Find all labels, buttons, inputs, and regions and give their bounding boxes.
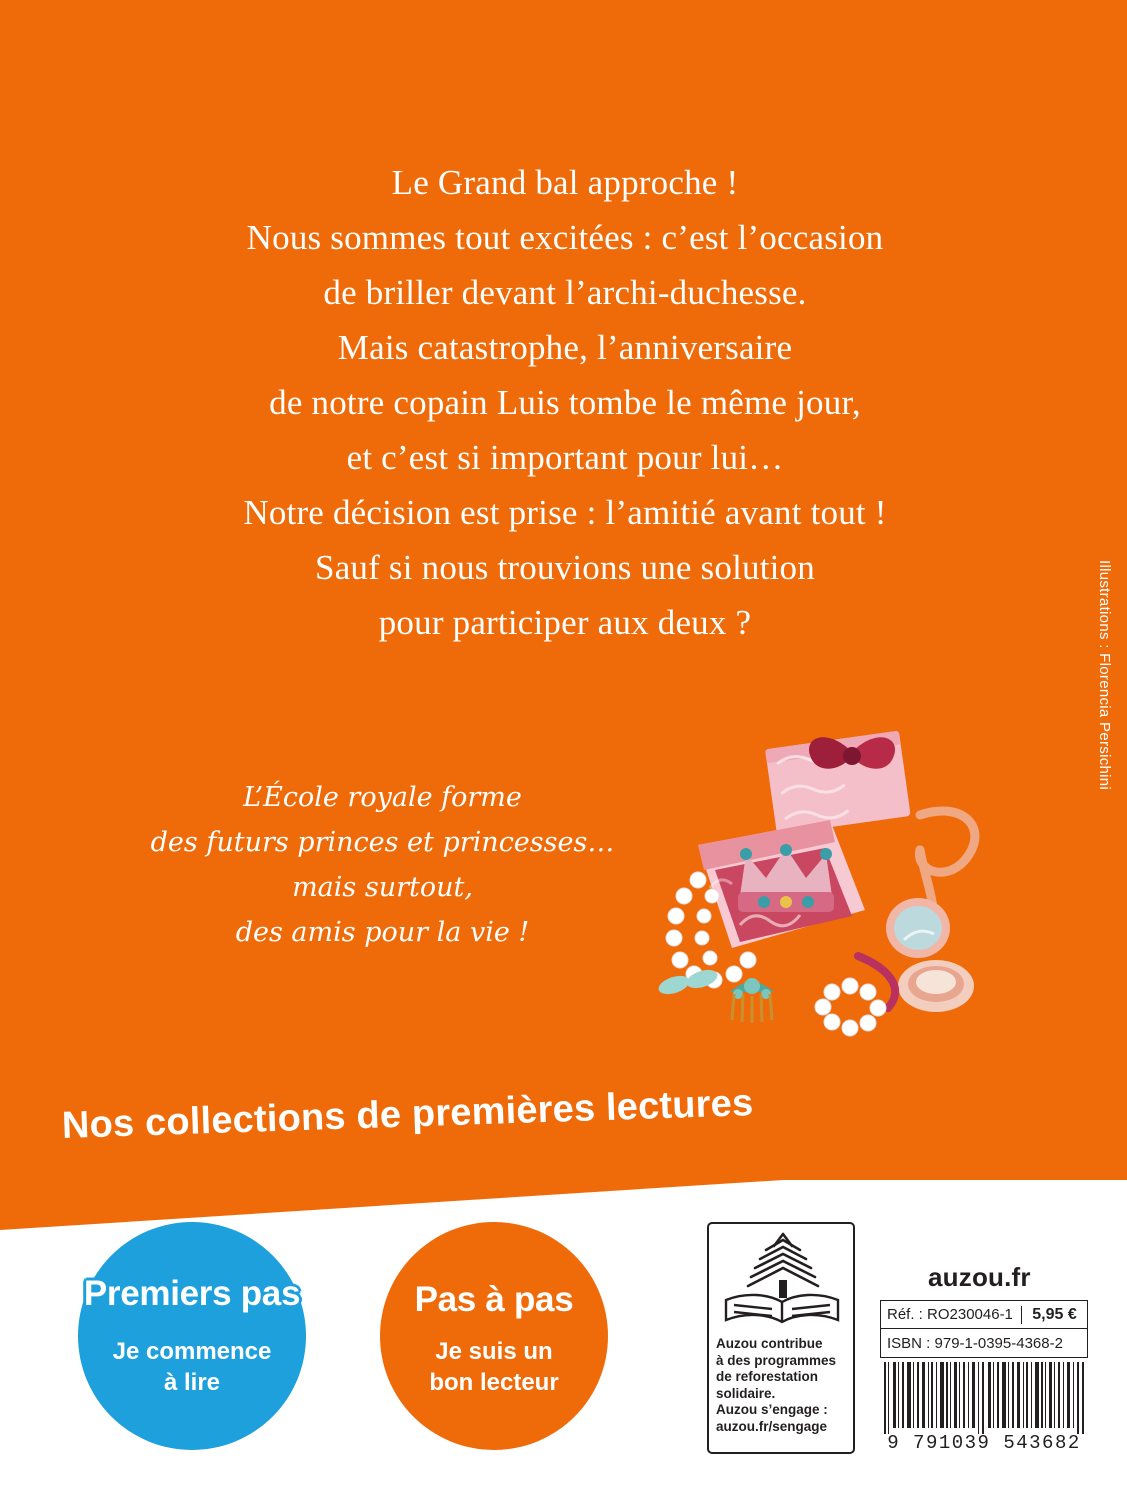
badge-subtitle-line: Je suis un [435,1338,553,1365]
eco-text [716,1336,846,1435]
publisher-website[interactable]: auzou.fr [928,1262,1031,1292]
series-tagline [110,775,655,955]
reference-code: Réf. : RO230046-1 [887,1306,1013,1323]
badge-title: Pas à pas [414,1280,574,1319]
badge-subtitle [113,1336,272,1398]
isbn-row [881,1329,1087,1357]
eco-line: à des programmes [716,1352,837,1368]
eco-commitment-block [707,1222,855,1454]
eco-line: de reforestation [716,1369,819,1384]
badge-pas-a-pas[interactable] [380,1222,608,1450]
tagline-line: des amis pour la vie ! [235,917,530,948]
barcode [880,1362,1088,1434]
jewelry-box-illustration [620,720,1020,1050]
blurb-line: Notre décision est prise : l’amitié avant tout ! [243,493,887,532]
isbn-value: ISBN : 979-1-0395-4368-2 [887,1334,1063,1352]
badge-title: Premiers pas [83,1274,301,1313]
blurb-line: de notre copain Luis tombe le même jour, [269,383,861,422]
badge-premiers-pas[interactable] [78,1222,306,1450]
collections-title: Nos collections de premières lectures [61,1082,754,1147]
blurb-line: pour participer aux deux ? [378,603,752,642]
blurb-line: Sauf si nous trouvions une solution [315,548,815,587]
badge-subtitle-line: bon lecteur [429,1369,559,1396]
tagline-line: des futurs princes et princesses… [150,827,615,858]
blurb-line: de briller devant l’archi-duchesse. [323,273,807,312]
badge-subtitle-line: Je commence [112,1338,272,1365]
illustrator-credit: Illustrations : Florencia Persichini [1096,560,1113,791]
tagline-line: mais surtout, [292,872,473,903]
eco-line: auzou.fr/sengage [716,1418,828,1434]
eco-line: solidaire. [716,1385,776,1401]
blurb-line: Le Grand bal approche ! [391,163,739,202]
blurb-line: Nous sommes tout excitées : c’est l’occasion [246,218,884,257]
eco-line: Auzou contribue [716,1336,823,1351]
tree-book-icon [716,1230,850,1326]
badge-subtitle [429,1336,558,1398]
barcode-number: 9 791039 543682 [887,1432,1081,1454]
blurb-line: Mais catastrophe, l’anniversaire [337,328,793,367]
badge-subtitle-line: à lire [163,1369,221,1396]
tagline-line: L’École royale forme [243,782,522,813]
back-cover-blurb [100,155,1030,650]
reference-row [881,1301,1087,1329]
blurb-line: et c’est si important pour lui… [346,438,784,477]
eco-line: Auzou s’engage : [716,1402,828,1417]
price-value: 5,95 € [1021,1306,1087,1324]
reference-price-box [880,1300,1088,1358]
